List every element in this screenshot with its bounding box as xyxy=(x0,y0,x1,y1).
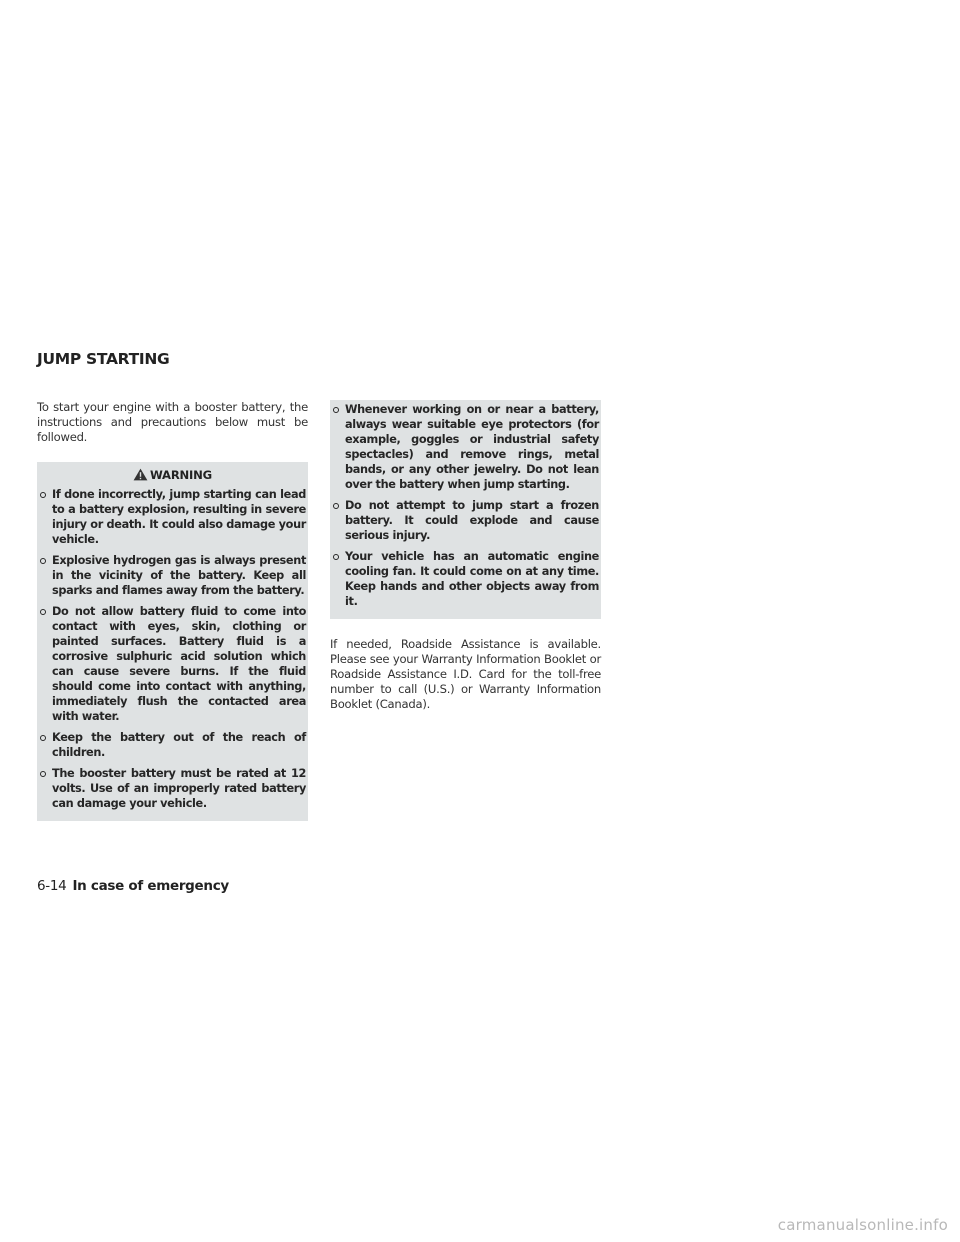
warning-item xyxy=(330,549,601,609)
bullet-circle-icon xyxy=(40,609,46,615)
intro-paragraph: To start your engine with a booster battery, the instructions and precautions below must be followed. xyxy=(37,400,308,444)
warning-item-text: The booster battery must be rated at 12 volts. Use of an improperly rated battery can damage your vehicle. xyxy=(52,767,306,810)
left-column xyxy=(37,400,308,821)
warning-triangle-icon xyxy=(133,468,148,481)
warning-item-text: Do not allow battery fluid to come into contact with eyes, skin, clothing or painted surfaces. Battery fluid is a corrosive sulphuric acid solution which can cause severe burns. If the fluid should come into contact with anything, immediately flush the contacted area with water. xyxy=(52,605,306,723)
warning-box-continued xyxy=(330,400,601,619)
warning-item xyxy=(37,730,308,760)
chapter-title: In case of emergency xyxy=(72,878,229,894)
warning-header xyxy=(37,465,308,487)
warning-label: WARNING xyxy=(149,468,212,482)
warning-item xyxy=(37,604,308,724)
warning-box xyxy=(37,462,308,821)
bullet-circle-icon xyxy=(40,492,46,498)
warning-item-text: Keep the battery out of the reach of children. xyxy=(52,731,306,759)
warning-item xyxy=(37,766,308,811)
section-title: JUMP STARTING xyxy=(37,350,170,368)
roadside-assistance-paragraph: If needed, Roadside Assistance is available. Please see your Warranty Information Booklet or Roadside Assistance I.D. Card for the toll-free number to call (U.S.) or Warranty Information Booklet (Canada). xyxy=(330,637,601,711)
warning-item-text: Do not attempt to jump start a frozen battery. It could explode and cause serious injury. xyxy=(345,499,599,542)
warning-item xyxy=(330,402,601,492)
bullet-circle-icon xyxy=(333,554,339,560)
warning-item-text: Explosive hydrogen gas is always present in the vicinity of the battery. Keep all sparks and flames away from the battery. xyxy=(52,554,306,597)
warning-list-right xyxy=(330,402,601,609)
bullet-circle-icon xyxy=(40,558,46,564)
warning-item xyxy=(37,553,308,598)
bullet-circle-icon xyxy=(40,771,46,777)
warning-item-text: Whenever working on or near a battery, always wear suitable eye protectors (for example, goggles or industrial safety spectacles) and remove rings, metal bands, or any other jewelry. Do not lean over the battery when jump starting. xyxy=(345,403,599,491)
warning-list-left xyxy=(37,487,308,811)
warning-item xyxy=(37,487,308,547)
bullet-circle-icon xyxy=(333,407,339,413)
warning-item xyxy=(330,498,601,543)
bullet-circle-icon xyxy=(333,503,339,509)
page-number: 6-14 xyxy=(37,878,67,894)
watermark: carmanualsonline.info xyxy=(777,1216,948,1234)
bullet-circle-icon xyxy=(40,735,46,741)
page-footer xyxy=(37,878,229,894)
warning-item-text: Your vehicle has an automatic engine cooling fan. It could come on at any time. Keep hands and other objects away from it. xyxy=(345,550,599,608)
warning-item-text: If done incorrectly, jump starting can lead to a battery explosion, resulting in severe injury or death. It could also damage your vehicle. xyxy=(52,488,306,546)
right-column xyxy=(330,400,601,712)
